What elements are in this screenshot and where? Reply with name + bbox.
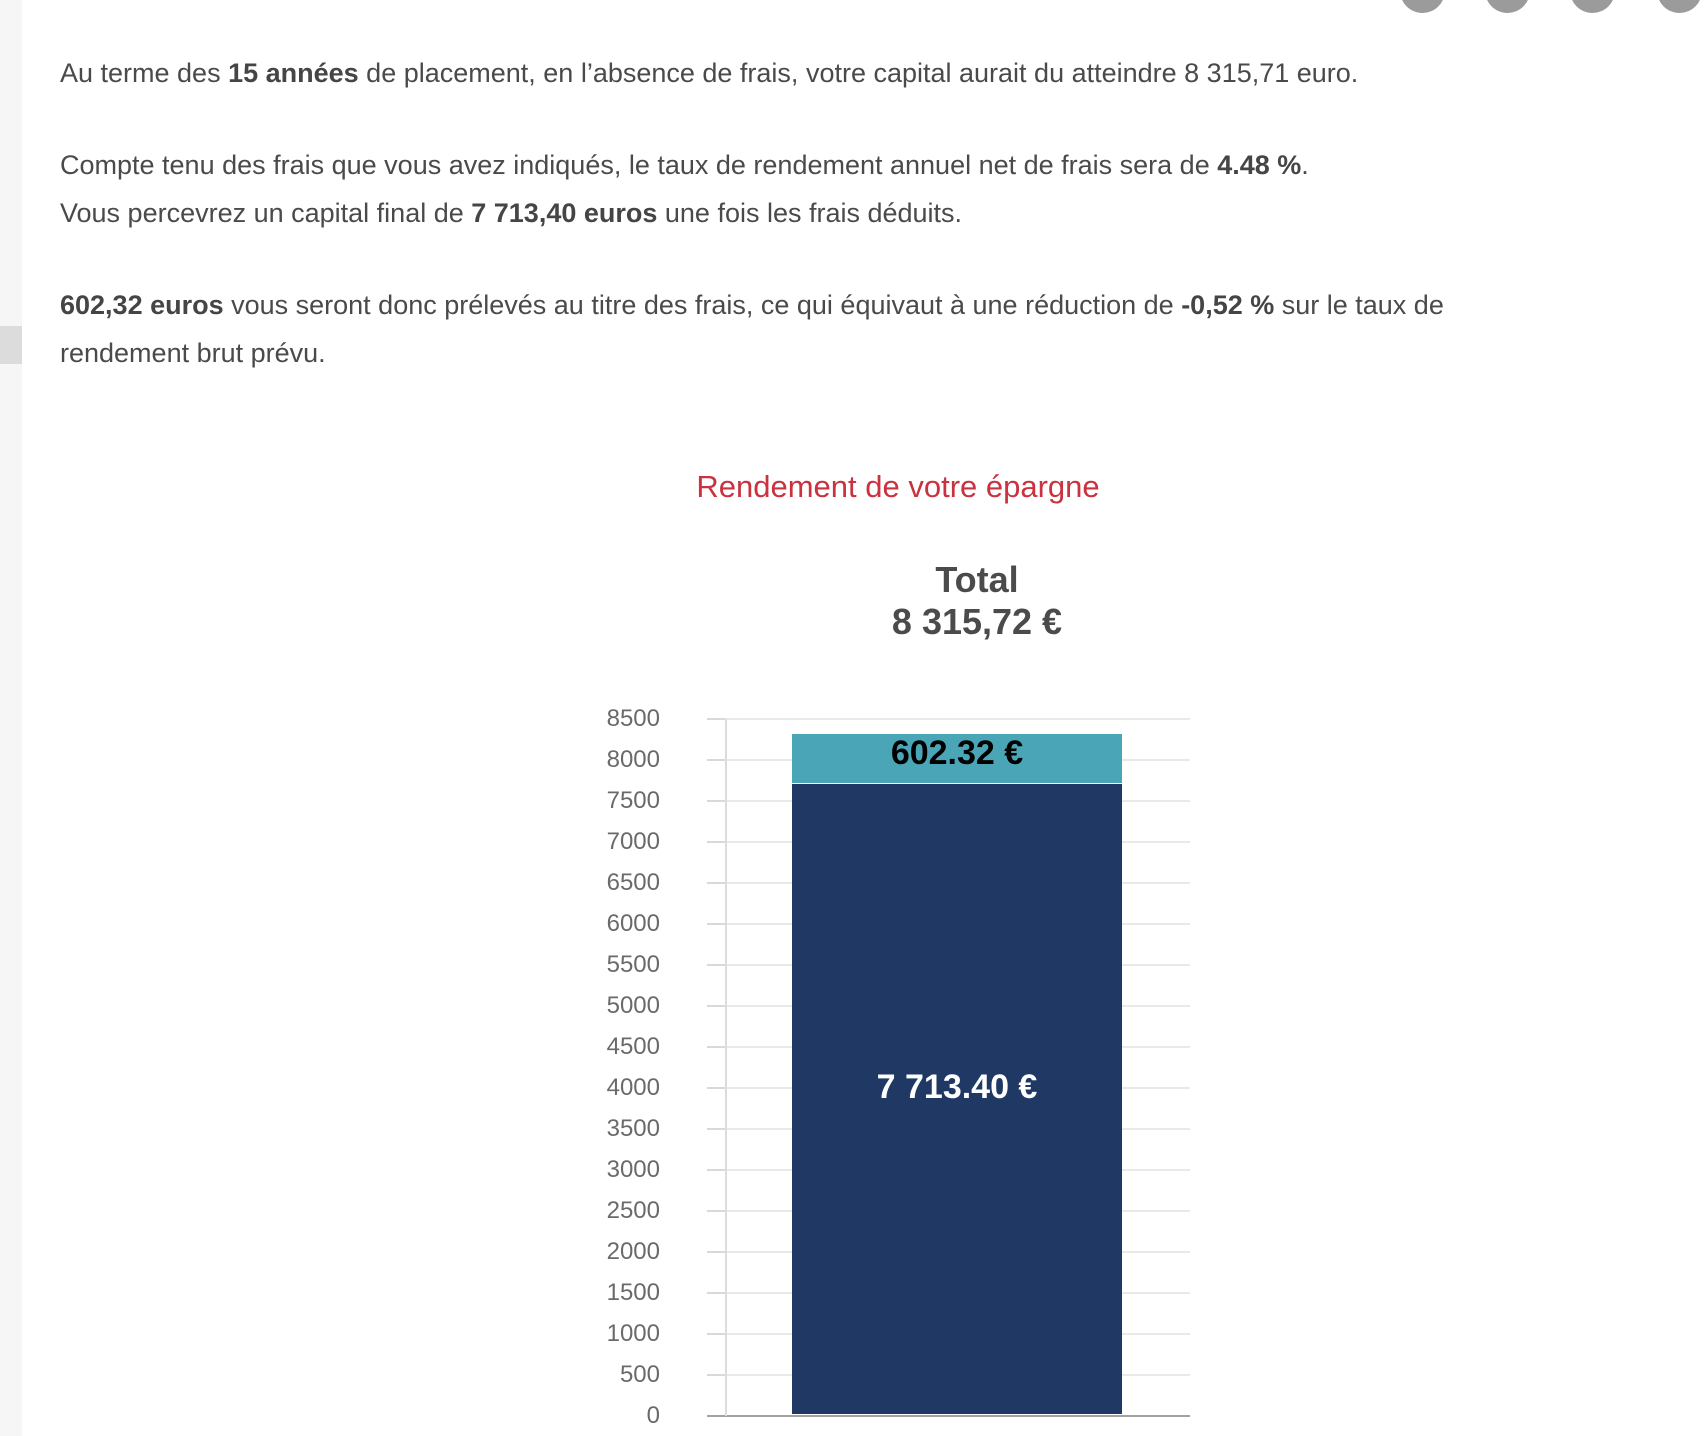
y-tick-label: 500 [619,1361,660,1388]
y-axis-tick [707,1046,725,1048]
chart-total-value: 8 315,72 € [891,601,1063,642]
y-axis-tick [707,882,725,884]
y-axis-tick [707,1005,725,1007]
text-line: 602,32 euros vous seront donc prélevés au titre des frais, ce qui équivaut à une réduction de -0,52 % sur le taux de [60,290,1444,320]
y-tick-label: 5000 [606,992,660,1019]
y-tick-label: 7500 [606,787,660,814]
y-axis-tick [707,1251,725,1253]
y-axis-tick [707,1128,725,1130]
text-line: Compte tenu des frais que vous avez indiqués, le taux de rendement annuel net de frais sera de 4.48 %. [60,150,1309,180]
y-tick-label: 6000 [606,910,660,937]
y-axis-tick [707,800,725,802]
gridline [725,718,1190,720]
y-tick-label: 8500 [606,705,660,732]
y-tick-label: 5500 [606,951,660,978]
y-axis-tick [707,718,725,720]
y-tick-label: 0 [646,1402,660,1429]
y-axis-tick [707,923,725,925]
y-axis-tick [707,1415,725,1417]
bar-value-label: 602.32 € [890,734,1024,773]
chart-title: Rendement de votre épargne [696,469,1100,504]
y-tick-label: 4000 [606,1074,660,1101]
text-line: Vous percevrez un capital final de 7 713,40 euros une fois les frais déduits. [60,198,963,228]
y-tick-label: 2000 [606,1238,660,1265]
y-axis-tick [707,1292,725,1294]
y-tick-label: 4500 [606,1033,660,1060]
text-line: Au terme des 15 années de placement, en l’absence de frais, votre capital aurait du atteindre 8 315,71 euro. [60,58,1359,88]
y-tick-label: 2500 [606,1197,660,1224]
x-axis-line [725,1415,1190,1417]
y-tick-label: 1500 [606,1279,660,1306]
text-line: rendement brut prévu. [60,338,326,368]
y-tick-label: 8000 [606,746,660,773]
y-axis-tick [707,1087,725,1089]
y-tick-label: 1000 [606,1320,660,1347]
y-axis-tick [707,964,725,966]
y-axis-tick [707,841,725,843]
chart-total-label: Total [935,559,1019,600]
y-tick-label: 3000 [606,1156,660,1183]
y-axis-tick [707,759,725,761]
bar-value-label: 7 713.40 € [876,1068,1038,1107]
y-axis-tick [707,1169,725,1171]
y-tick-label: 3500 [606,1115,660,1142]
y-tick-label: 6500 [606,869,660,896]
y-axis-tick [707,1333,725,1335]
y-axis-tick [707,1374,725,1376]
y-tick-label: 7000 [606,828,660,855]
y-axis-tick [707,1210,725,1212]
y-axis-line [725,719,727,1416]
